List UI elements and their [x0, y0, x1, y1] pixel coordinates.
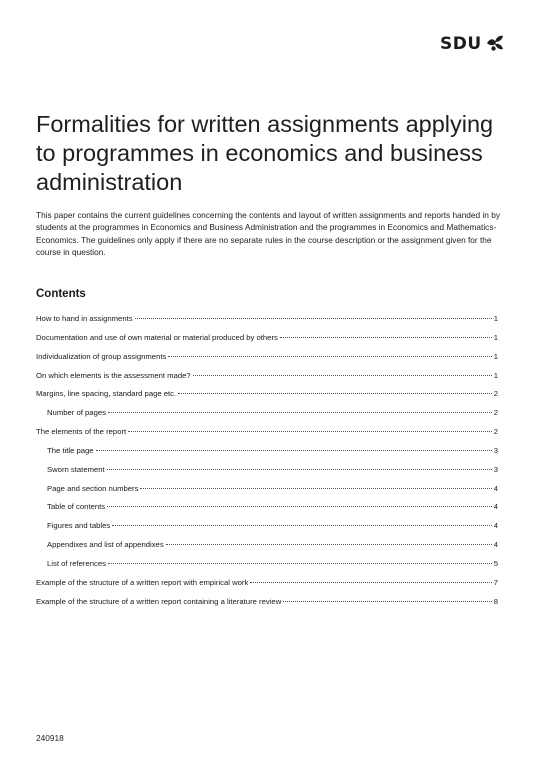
toc-entry-page: 4: [493, 483, 498, 493]
toc-entry-label: The title page: [47, 445, 94, 455]
toc-leader-dots: [193, 375, 492, 376]
toc-entry-label: Page and section numbers: [47, 483, 139, 493]
toc-entry[interactable]: [36, 427, 498, 446]
toc-entry-page: 1: [493, 314, 498, 323]
toc-entry[interactable]: [36, 502, 498, 521]
document-title: Formalities for written assignments applying to programmes in economics and business administration: [36, 111, 494, 195]
toc-entry-page: 2: [493, 408, 498, 418]
intro-paragraph: This paper contains the current guidelines concerning the contents and layout of written assignments and reports handed in by students at the programmes in Economics and Business Administration and the programmes in Economics and Mathematics-Economics. The guidelines only apply if there are no separate rules in the course description or the assignment given for the course in question.: [36, 210, 500, 258]
toc-entry-label: Figures and tables: [47, 521, 111, 531]
toc-entry-page: 8: [493, 596, 498, 606]
toc-leader-dots: [107, 506, 492, 507]
toc-entry-page: 5: [493, 558, 498, 568]
toc-entry[interactable]: [36, 371, 498, 390]
toc-entry-page: 2: [493, 389, 498, 399]
toc-entry[interactable]: [36, 333, 498, 352]
toc-leader-dots: [250, 582, 491, 583]
toc-entry-label: Table of contents: [47, 502, 106, 512]
toc-leader-dots: [178, 393, 492, 394]
toc-entry[interactable]: [36, 352, 498, 371]
toc-entry-label: How to hand in assignments: [36, 314, 133, 323]
toc-entry-page: 1: [493, 332, 498, 342]
toc-entry-label: Number of pages: [47, 408, 106, 418]
contents-heading: Contents: [36, 288, 86, 300]
toc-leader-dots: [135, 318, 492, 319]
table-of-contents: [36, 314, 498, 616]
toc-entry-label: Example of the structure of a written report with empirical work: [36, 577, 249, 587]
toc-leader-dots: [140, 488, 491, 489]
toc-entry[interactable]: [36, 314, 498, 333]
toc-entry[interactable]: [36, 540, 498, 559]
toc-leader-dots: [283, 601, 491, 602]
toc-entry[interactable]: [36, 578, 498, 597]
toc-entry[interactable]: [36, 465, 498, 484]
toc-entry-page: 2: [493, 427, 498, 437]
toc-entry-page: 1: [493, 370, 498, 380]
toc-entry-label: List of references: [47, 558, 106, 568]
toc-entry[interactable]: [36, 389, 498, 408]
toc-entry-page: 4: [493, 521, 498, 531]
toc-entry[interactable]: [36, 408, 498, 427]
toc-entry[interactable]: [36, 446, 498, 465]
toc-entry-label: Individualization of group assignments: [36, 351, 167, 361]
toc-entry-page: 4: [493, 502, 498, 512]
toc-leader-dots: [128, 431, 492, 432]
toc-entry-page: 3: [493, 445, 498, 455]
toc-entry[interactable]: [36, 484, 498, 503]
toc-entry-label: Documentation and use of own material or material produced by others: [36, 332, 278, 342]
toc-entry-label: Appendixes and list of appendixes: [47, 540, 164, 550]
toc-entry-label: On which elements is the assessment made?: [36, 370, 191, 380]
toc-entry[interactable]: [36, 559, 498, 578]
document-code: 240918: [36, 733, 64, 743]
toc-leader-dots: [280, 337, 492, 338]
toc-leader-dots: [112, 525, 491, 526]
logo-text: SDU: [440, 34, 482, 54]
toc-leader-dots: [107, 469, 492, 470]
toc-leader-dots: [96, 450, 492, 451]
toc-entry-label: Example of the structure of a written report containing a literature review: [36, 596, 282, 606]
toc-entry[interactable]: [36, 597, 498, 616]
toc-leader-dots: [108, 563, 492, 564]
toc-entry[interactable]: [36, 521, 498, 540]
toc-entry-page: 3: [493, 464, 498, 474]
toc-entry-label: Sworn statement: [47, 464, 105, 474]
sdu-logo: [440, 34, 504, 54]
toc-leader-dots: [168, 356, 491, 357]
toc-entry-label: Margins, line spacing, standard page etc.: [36, 389, 177, 399]
toc-leader-dots: [166, 544, 492, 545]
toc-leader-dots: [108, 412, 492, 413]
toc-entry-page: 4: [493, 540, 498, 550]
toc-entry-page: 1: [493, 351, 498, 361]
sdu-emblem-icon: [484, 34, 504, 52]
toc-entry-page: 7: [493, 577, 498, 587]
toc-entry-label: The elements of the report: [36, 427, 127, 437]
